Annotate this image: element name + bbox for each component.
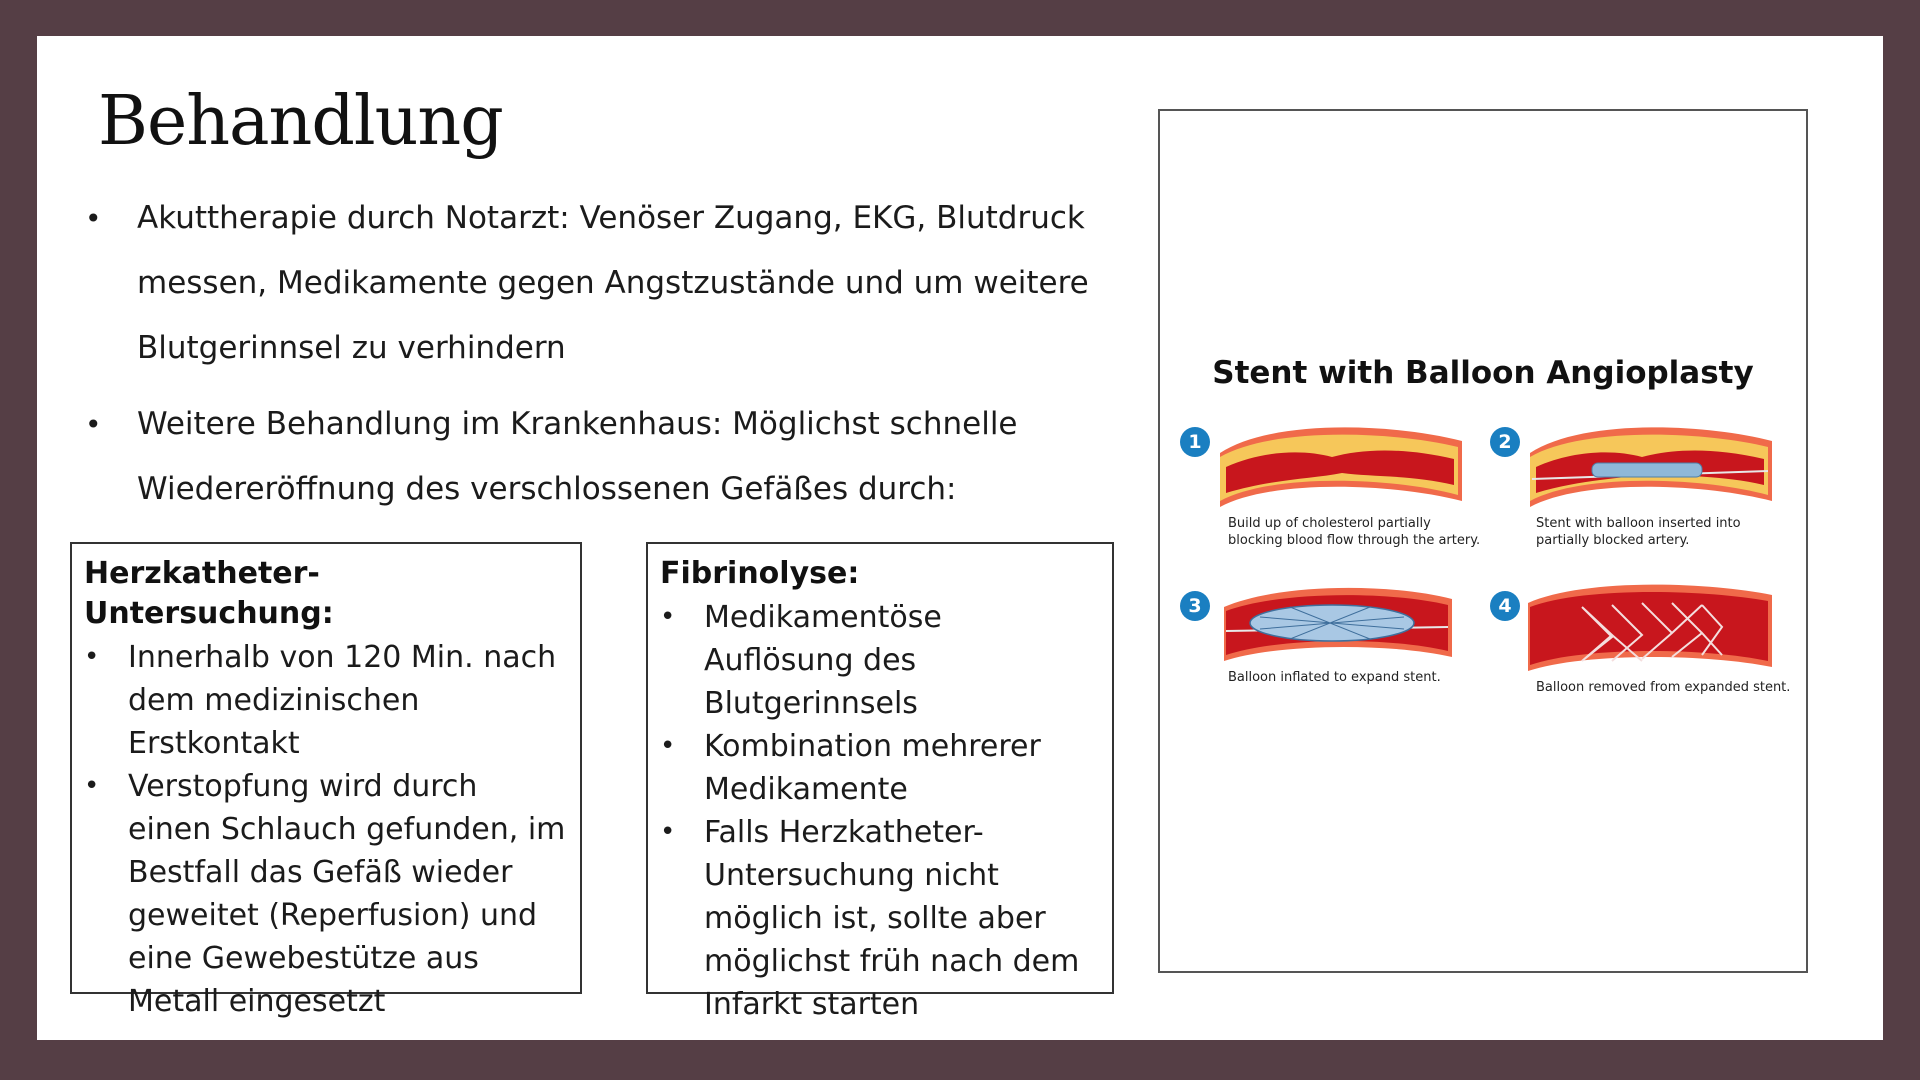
step-3-caption: Balloon inflated to expand stent. (1228, 670, 1441, 685)
box-fibrinolysis (646, 542, 1114, 1022)
artery-plaque-icon (1212, 413, 1468, 509)
list-item: • Innerhalb von 120 Min. nach dem medizinischen Erstkontakt (84, 636, 568, 765)
step-2-caption: Stent with balloon inserted into partially blocked artery. (1536, 516, 1741, 548)
page-title: Behandlung (98, 82, 503, 161)
bullet-acute-therapy: • Akuttherapie durch Notarzt: Venöser Zugang, EKG, Blutdruck messen, Medikamente gegen Angstzustände und um weitere Blutgerinnsel zu verhindern (85, 186, 1165, 381)
step-2-badge: 2 (1490, 427, 1520, 457)
balloon-inflated-icon (1220, 577, 1456, 663)
bullet-hospital-treatment: • Weitere Behandlung im Krankenhaus: Möglichst schnelle Wiedereröffnung des verschlossenen Gefäßes durch: (85, 392, 1165, 522)
expanded-stent-icon (1522, 577, 1778, 673)
step-2-illustration (1522, 413, 1822, 509)
main-bullet-list (85, 186, 1165, 533)
step-1-illustration (1212, 413, 1512, 509)
step-1-badge: 1 (1180, 427, 1210, 457)
step-1-caption: Build up of cholesterol partially blocking blood flow through the artery. (1228, 516, 1481, 548)
box-fibrinolysis-heading: Fibrinolyse: (660, 556, 860, 591)
slide (37, 36, 1883, 1040)
step-4-caption: Balloon removed from expanded stent. (1536, 680, 1791, 695)
artery-stent-inserted-icon (1522, 413, 1778, 509)
list-item: • Medikamentöse Auflösung des Blutgerinnsels (660, 596, 1100, 725)
step-3-badge: 3 (1180, 591, 1210, 621)
figure-title: Stent with Balloon Angioplasty (1212, 355, 1754, 391)
list-item: • Verstopfung wird durch einen Schlauch gefunden, im Bestfall das Gefäß wieder geweitet (Reperfusion) und eine Gewebestütze aus Metall eingesetzt (84, 765, 568, 1023)
list-item: • Falls Herzkatheter-Untersuchung nicht möglich ist, sollte aber möglichst früh nach dem Infarkt starten (660, 811, 1100, 1026)
box-fibrinolysis-list (660, 596, 1100, 1026)
step-4-illustration (1522, 577, 1822, 673)
angioplasty-figure (1158, 109, 1808, 973)
list-item: • Kombination mehrerer Medikamente (660, 725, 1100, 811)
box-heart-catheter (70, 542, 582, 1019)
step-3-illustration (1220, 577, 1520, 663)
box-heart-catheter-list (84, 636, 568, 1023)
box-heart-catheter-heading: Herzkatheter-Untersuchung: (84, 556, 334, 631)
step-4-badge: 4 (1490, 591, 1520, 621)
